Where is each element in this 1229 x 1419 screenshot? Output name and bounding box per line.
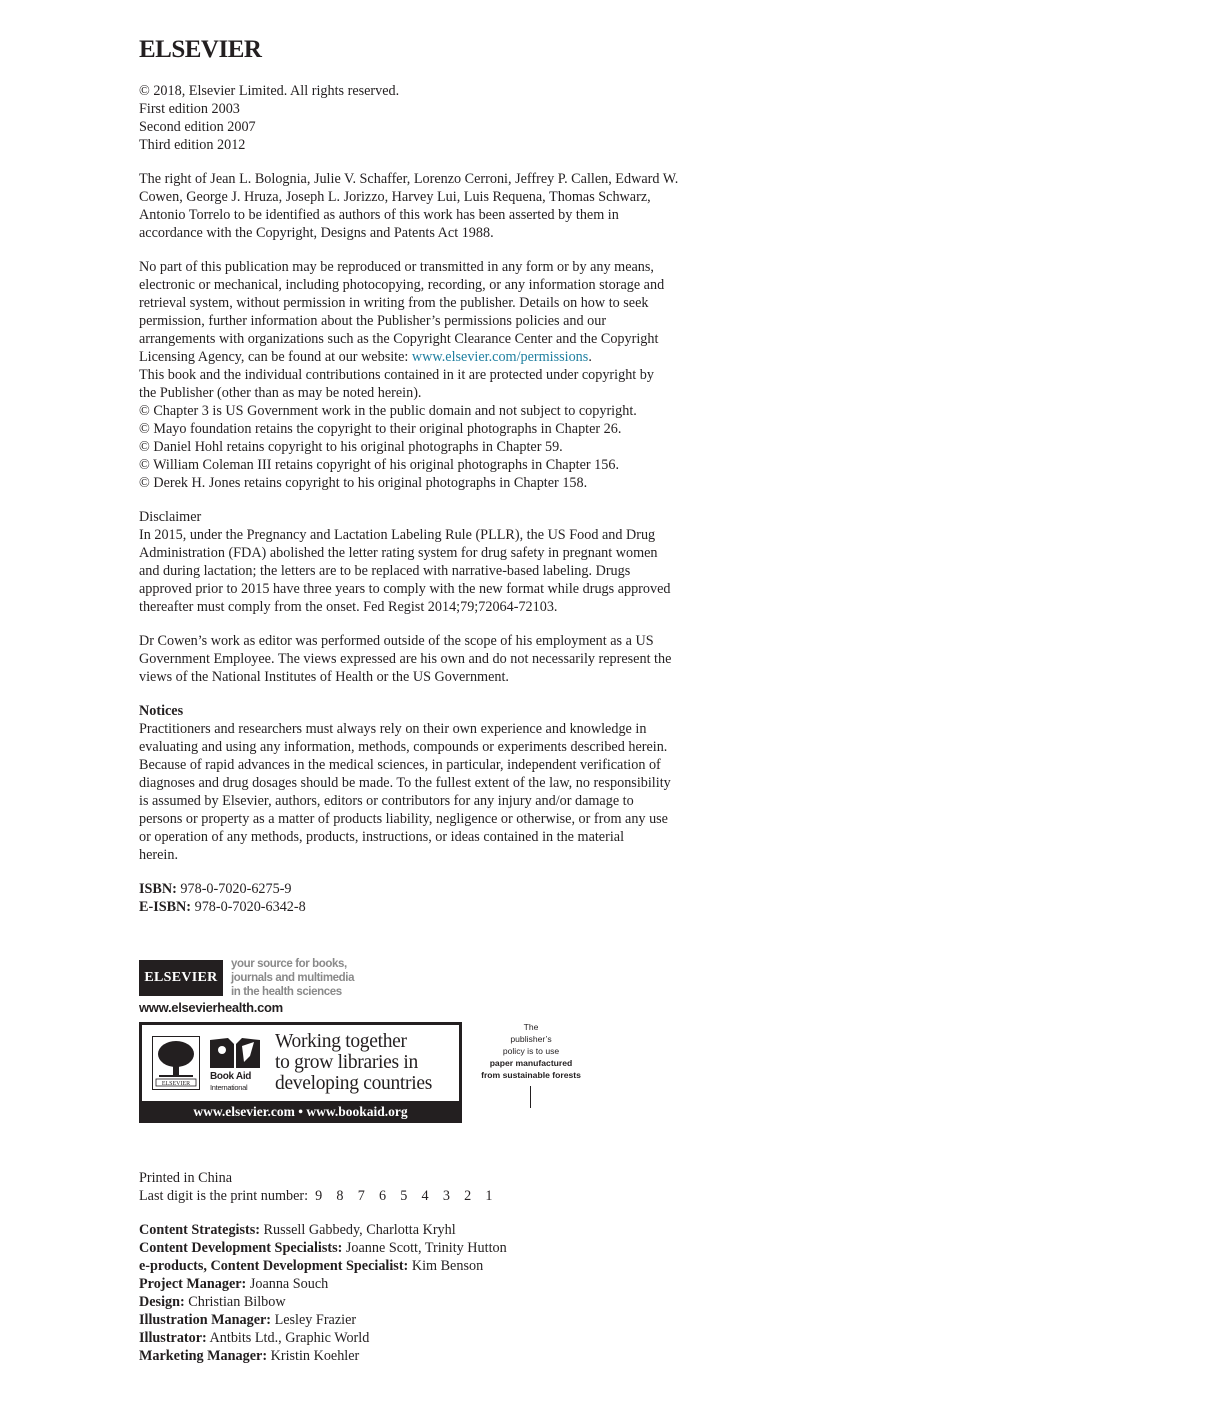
paragraph-line: No part of this publication may be reproduced or transmitted in any form or by any means,: [139, 259, 654, 275]
credit-name: Russell Gabbedy, Charlotta Kryhl: [259, 1222, 456, 1238]
paragraph-line: Antonio Torrelo to be identified as authors of this work has been asserted by them in: [139, 207, 619, 223]
copyright-note: © Derek H. Jones retains copyright to his original photographs in Chapter 158.: [139, 475, 588, 491]
paragraph-line: herein.: [139, 847, 178, 863]
paragraph-text: Licensing Agency, can be found at our website:: [139, 349, 412, 365]
paragraph-line: and during lactation; the letters are to be replaced with narrative-based labeling. Drugs: [139, 563, 631, 579]
eisbn-line: [139, 898, 739, 916]
credit-role: e-products, Content Development Specialist:: [139, 1258, 409, 1274]
elsevier-health-website[interactable]: www.elsevierhealth.com: [139, 1000, 283, 1015]
paragraph-line: Because of rapid advances in the medical sciences, in particular, independent verification of: [139, 757, 661, 773]
forest-line: policy is to use: [502, 1046, 560, 1056]
eisbn-value: 978-0-7020-6342-8: [191, 899, 306, 915]
copyright-note: © William Coleman III retains copyright of his original photographs in Chapter 156.: [139, 457, 620, 473]
paragraph-line: is assumed by Elsevier, authors, editors or contributors for any injury and/or damage to: [139, 793, 634, 809]
tagline-line: in the health sciences: [231, 986, 342, 998]
eisbn-label: E-ISBN:: [139, 899, 192, 915]
forest-note-divider: [530, 1086, 531, 1108]
credit-line: [139, 1221, 739, 1239]
book-aid-name: [210, 1071, 251, 1093]
copyright-page: [139, 36, 739, 916]
paragraph-line: the Publisher (other than as may be noted herein).: [139, 385, 422, 401]
working-line: to grow libraries in: [275, 1052, 418, 1073]
cowen-note-block: [139, 632, 739, 686]
credit-role: Illustration Manager:: [139, 1312, 272, 1328]
paragraph-line: Administration (FDA) abolished the letter rating system for drug safety in pregnant women: [139, 545, 658, 561]
svg-text:ELSEVIER: ELSEVIER: [161, 1081, 191, 1087]
paragraph-line: or operation of any methods, products, instructions, or ideas contained in the material: [139, 829, 625, 845]
paragraph-line: persons or property as a matter of products liability, negligence or otherwise, or from any use: [139, 811, 668, 827]
edition-line: First edition 2003: [139, 101, 240, 117]
book-aid-panel: [142, 1025, 459, 1101]
tagline-line: your source for books,: [231, 958, 347, 970]
credit-line: [139, 1311, 739, 1329]
disclaimer-block: [139, 508, 739, 616]
credit-line: [139, 1293, 739, 1311]
elsevier-tagline: [231, 957, 354, 999]
paragraph-line: Practitioners and researchers must always rely on their own experience and knowledge in: [139, 721, 647, 737]
paragraph-line: retrieval system, without permission in writing from the publisher. Details on how to seek: [139, 295, 649, 311]
book-aid-subtitle: International: [210, 1083, 248, 1092]
paragraph-line: Cowen, George J. Hruza, Joseph L. Jorizzo, Harvey Lui, Luis Requena, Thomas Schwarz,: [139, 189, 651, 205]
credit-role: Illustrator:: [139, 1330, 207, 1346]
credit-name: Christian Bilbow: [184, 1294, 286, 1310]
isbn-value: 978-0-7020-6275-9: [176, 881, 292, 897]
paragraph-line: In 2015, under the Pregnancy and Lactation Labeling Rule (PLLR), the US Food and Drug: [139, 527, 656, 543]
permissions-block: [139, 258, 739, 492]
elsevier-logo: ELSEVIER: [139, 36, 262, 63]
paragraph-line: evaluating and using any information, methods, compounds or experiments described herein.: [139, 739, 668, 755]
credit-role: Design:: [139, 1294, 185, 1310]
isbn-label: ISBN:: [139, 881, 177, 897]
paragraph-line: Government Employee. The views expressed are his own and do not necessarily represent the: [139, 651, 672, 667]
tagline-line: journals and multimedia: [231, 972, 355, 984]
authors-right-block: [139, 170, 739, 242]
credit-role: Marketing Manager:: [139, 1348, 268, 1364]
edition-line: Second edition 2007: [139, 119, 256, 135]
copyright-line: © 2018, Elsevier Limited. All rights reserved.: [139, 83, 400, 99]
credit-line: [139, 1275, 739, 1293]
credit-role: Content Strategists:: [139, 1222, 260, 1238]
elsevier-box-logo: ELSEVIER: [139, 960, 223, 996]
paragraph-line: diagnoses and drug dosages should be made. To the fullest extent of the law, no responsibility: [139, 775, 671, 791]
credit-line: [139, 1329, 739, 1347]
disclaimer-heading: Disclaimer: [139, 509, 202, 525]
paragraph-line: Dr Cowen’s work as editor was performed outside of the scope of his employment as a US: [139, 633, 654, 649]
print-number: Last digit is the print number: 9 8 7 6 5 4 3 2 1: [139, 1188, 493, 1204]
credit-name: Joanna Souch: [246, 1276, 329, 1292]
paragraph-line: accordance with the Copyright, Designs and Patents Act 1988.: [139, 225, 494, 241]
copyright-note: © Mayo foundation retains the copyright to their original photographs in Chapter 26.: [139, 421, 622, 437]
printed-in: Printed in China: [139, 1170, 233, 1186]
copyright-block: [139, 82, 739, 154]
printing-block: [139, 1169, 739, 1205]
paragraph-line: The right of Jean L. Bolognia, Julie V. Schaffer, Lorenzo Cerroni, Jeffrey P. Callen, Edward W.: [139, 171, 679, 187]
paragraph-line: [139, 348, 739, 366]
notices-heading: Notices: [139, 703, 184, 719]
working-line: developing countries: [275, 1073, 432, 1094]
credit-line: [139, 1257, 739, 1275]
credit-line: [139, 1239, 739, 1257]
edition-line: Third edition 2012: [139, 137, 246, 153]
isbn-block: [139, 880, 739, 916]
copyright-note: © Daniel Hohl retains copyright to his original photographs in Chapter 59.: [139, 439, 563, 455]
working-together-text: [275, 1031, 432, 1094]
paragraph-line: arrangements with organizations such as the Copyright Clearance Center and the Copyright: [139, 331, 659, 347]
credit-name: Kristin Koehler: [267, 1348, 360, 1364]
paragraph-line: views of the National Institutes of Health or the US Government.: [139, 669, 509, 685]
permissions-link[interactable]: www.elsevier.com/permissions: [411, 349, 589, 365]
printing-and-credits: [139, 1169, 739, 1365]
credit-role: Project Manager:: [139, 1276, 247, 1292]
paragraph-text: .: [588, 349, 592, 365]
credit-name: Lesley Frazier: [271, 1312, 357, 1328]
elsevier-tree-icon: [152, 1036, 200, 1090]
working-line: Working together: [275, 1031, 407, 1052]
forest-line: from sustainable forests: [481, 1070, 581, 1080]
isbn-line: [139, 880, 739, 898]
copyright-note: © Chapter 3 is US Government work in the public domain and not subject to copyright.: [139, 403, 637, 419]
credit-line: [139, 1347, 739, 1365]
forest-line: paper manufactured: [489, 1058, 573, 1068]
paragraph-line: electronic or mechanical, including photocopying, recording, or any information storage and: [139, 277, 665, 293]
book-aid-title: Book Aid: [210, 1071, 252, 1082]
paragraph-line: approved prior to 2015 have three years to comply with the new format while drugs approved: [139, 581, 671, 597]
credit-role: Content Development Specialists:: [139, 1240, 343, 1256]
forest-line: publisher’s: [510, 1034, 552, 1044]
book-aid-banner: [139, 1022, 462, 1123]
paragraph-line: thereafter must comply from the onset. Fed Regist 2014;79;72064-72103.: [139, 599, 558, 615]
credits-block: [139, 1221, 739, 1365]
sustainable-forest-note: [480, 1021, 582, 1081]
book-aid-websites[interactable]: www.elsevier.com • www.bookaid.org: [193, 1104, 408, 1119]
credit-name: Antbits Ltd., Graphic World: [206, 1330, 370, 1346]
notices-block: [139, 702, 739, 864]
credit-name: Joanne Scott, Trinity Hutton: [342, 1240, 507, 1256]
forest-line: The: [523, 1022, 539, 1032]
paragraph-line: This book and the individual contributions contained in it are protected under copyright by: [139, 367, 654, 383]
paragraph-line: permission, further information about the Publisher’s permissions policies and our: [139, 313, 607, 329]
credit-name: Kim Benson: [408, 1258, 484, 1274]
